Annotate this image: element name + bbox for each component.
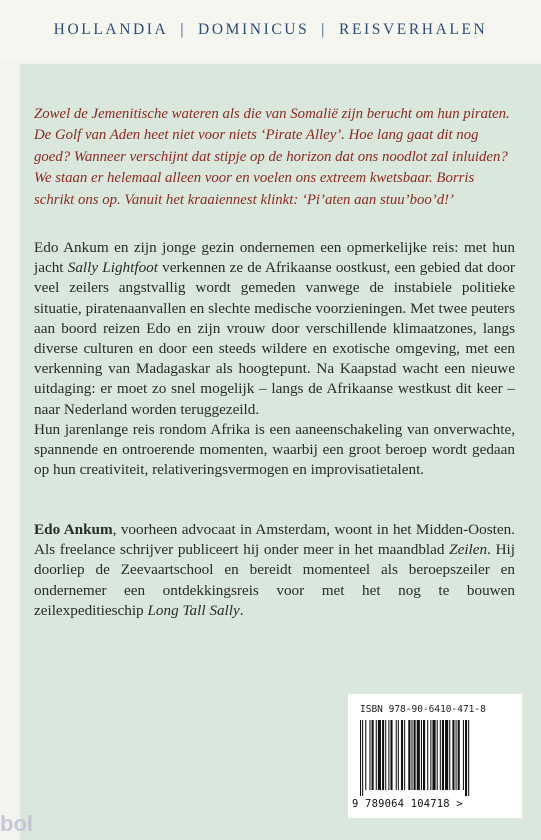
barcode-bar [396, 720, 397, 790]
book-description [34, 238, 515, 480]
barcode-bar [401, 720, 403, 790]
barcode-bar [463, 720, 464, 790]
barcode-bar [423, 720, 425, 790]
ship-name: Long Tall Sally [147, 601, 240, 619]
header-separator: | [321, 21, 327, 38]
excerpt-quote: Zowel de Jemenitische wateren als die van Somalië zijn berucht om hun piraten. De Golf van Aden heet niet voor niets ‘Pirate Alley’. Hoe lang gaat dit nog goed? Wanneer verschijnt dat stipje op de horizon dat ons noodlot zal inluiden? We staan er helemaal alleen voor en voelen ons extreem kwetsbaar. Borris schrikt ons op. Vanuit het kraaiennest klinkt: ‘Pi’aten aan stuu’boo’d!’ [34, 106, 510, 208]
barcode-bar [388, 720, 389, 790]
barcode-bar [445, 720, 448, 790]
barcode-bar [417, 720, 420, 790]
barcode-bar [376, 720, 377, 790]
author-name: Edo Ankum [34, 521, 113, 538]
series-name: HOLLANDIA [53, 21, 169, 38]
author-bio: Edo Ankum, voorheen advocaat in Amsterdam, woont in het Midden-Oosten. Als freelance schrijver publiceert hij onder meer in het maandblad Zeilen. Hij doorliep de Zeevaartschool en bereidt momenteel als beroepszeiler en ondernemer een ontdekkingsreis voor met het nog te bouwen zeilexpeditieschip Long Tall Sally. [34, 521, 515, 619]
header-separator: | [180, 21, 187, 38]
barcode-digits: 9 789064 104718 > [352, 798, 463, 810]
barcode-bar [378, 720, 381, 790]
barcode-bar [468, 720, 469, 796]
barcode-bar [452, 720, 454, 790]
barcode-bar [382, 720, 384, 790]
barcode-bar [414, 720, 416, 790]
barcode-bar [385, 720, 386, 790]
barcode-bar [442, 720, 444, 790]
category-name: REISVERHALEN [339, 21, 488, 38]
barcode-bar [458, 720, 460, 790]
series-header [0, 0, 541, 60]
barcode-bar [456, 720, 457, 790]
magazine-name: Zeilen [449, 541, 488, 559]
description-paragraph: Edo Ankum en zijn jonge gezin ondernemen een opmerkelijke reis: met hun jacht Sally Lightfoot verkennen ze de Afrikaanse oostkust, een gebied dat door veel zeilers angstvallig wordt gemeden vanwege de instabiele politieke situatie, piratenaanvallen en slechte medische voorzieningen. Met twee peuters aan boord reizen Edo en zijn vrouw door verschillende klimaatzones, langs diverse culturen en door een steeds wildere en exotische omgeving, met een verkenning van Madagaskar als hoogtepunt. Na Kaapstad wacht een nieuwe uitdaging: er moet zo snel mogelijk – langs de Afrikaanse westkust dit keer – naar Nederland worden teruggezeild. [34, 239, 515, 418]
barcode-bar [437, 720, 438, 790]
barcode-bar [430, 720, 431, 790]
barcode-bar [390, 720, 392, 790]
barcode-bar [408, 720, 410, 790]
barcode-bar [432, 720, 435, 790]
barcode-bar [465, 720, 467, 796]
barcode-bar [372, 720, 374, 790]
barcode-bar [421, 720, 422, 790]
barcode-bar [440, 720, 441, 790]
description-paragraph: Hun jarenlange reis rondom Afrika is een aaneenschakeling van onverwachte, spannende en ontroerende momenten, waarbij een groot beroep wordt gedaan op hun creativiteit, relativeringsvermogen en improvisatietalent. [34, 420, 515, 479]
barcode-bar [427, 720, 428, 790]
isbn-text: ISBN 978-90-6410-471-8 [360, 704, 486, 715]
barcode-bar [398, 720, 399, 790]
barcode-bar [362, 720, 363, 796]
barcode-bar [404, 720, 405, 790]
barcode-label [348, 694, 522, 818]
subseries-name: DOMINICUS [198, 21, 310, 38]
boat-name: Sally Lightfoot [67, 259, 158, 277]
barcode-bar [360, 720, 361, 796]
barcode [358, 720, 512, 796]
barcode-bar [411, 720, 412, 790]
barcode-bar [365, 720, 366, 790]
barcode-bar [449, 720, 450, 790]
bol-watermark-logo: bol [0, 811, 33, 836]
barcode-bar [369, 720, 370, 790]
